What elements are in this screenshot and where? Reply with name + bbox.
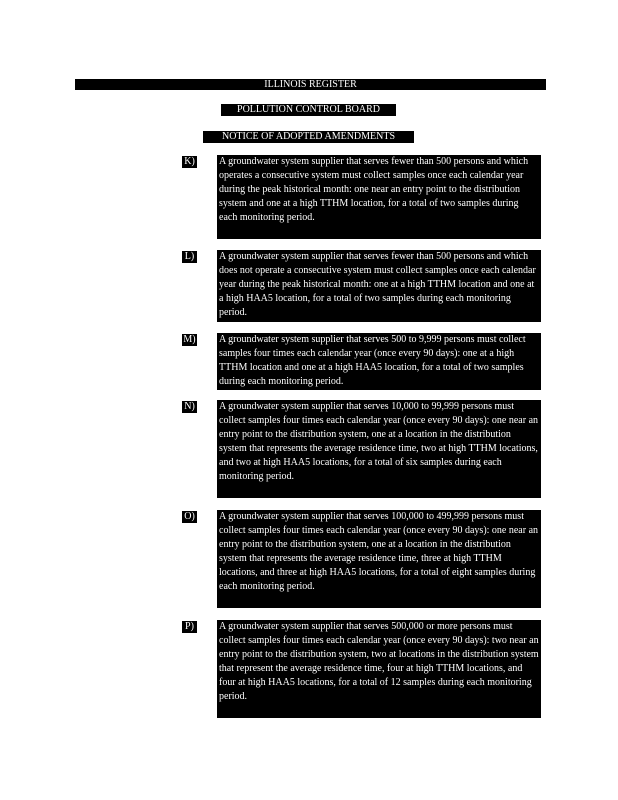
item-paragraph: A groundwater system supplier that serves 500,000 or more persons must collect samples four times each calendar year (once every 90 days): two near an entry point to the distribution system, two at locations in the distribution system that represent the average residence time, four at high TTHM locations, and four at high HAA5 locations, for a total of 12 samples during each monitoring period. (217, 620, 541, 718)
board-title: POLLUTION CONTROL BOARD (221, 104, 396, 116)
item-label: M) (183, 334, 196, 345)
item-label: K) (182, 156, 197, 168)
item-paragraph: A groundwater system supplier that serves fewer than 500 persons and which does not operate a consecutive system must collect samples once each calendar year during the peak historical month: one at a high TTHM location and one at a high HAA5 location, for a total of two samples during each monitoring period. (217, 250, 541, 322)
item-paragraph: A groundwater system supplier that serves 500 to 9,999 persons must collect samples four times each calendar year (once every 90 days): one at a high TTHM location and one at a high HAA5 location, for a total of two samples during each monitoring period. (217, 333, 541, 390)
item-paragraph: A groundwater system supplier that serves 100,000 to 499,999 persons must collect samples four times each calendar year (once every 90 days): one near an entry point to the distribution system, one at a location in the distribution system that represents the average residence time, three at high TTHM locations, and three at high HAA5 locations, for a total of eight samples during each monitoring period. (217, 510, 541, 608)
register-title: ILLINOIS REGISTER (264, 79, 357, 90)
item-paragraph: A groundwater system supplier that serves fewer than 500 persons and which operates a consecutive system must collect samples once each calendar year during the peak historical month: one near an entry point to the distribution system and one at a high TTHM location, for a total of two samples during each monitoring period. (217, 155, 541, 239)
item-label: P) (182, 621, 197, 633)
item-label: N) (182, 401, 197, 413)
item-paragraph: A groundwater system supplier that serves 10,000 to 99,999 persons must collect samples four times each calendar year (once every 90 days): one near an entry point to the distribution system, one at a location in the distribution system that represents the average residence time, two at high TTHM locations, and two at high HAA5 locations, for a total of six samples during each monitoring period. (217, 400, 541, 498)
item-label: L) (182, 251, 197, 263)
notice-title: NOTICE OF ADOPTED AMENDMENTS (203, 131, 414, 143)
item-label: O) (182, 511, 197, 523)
